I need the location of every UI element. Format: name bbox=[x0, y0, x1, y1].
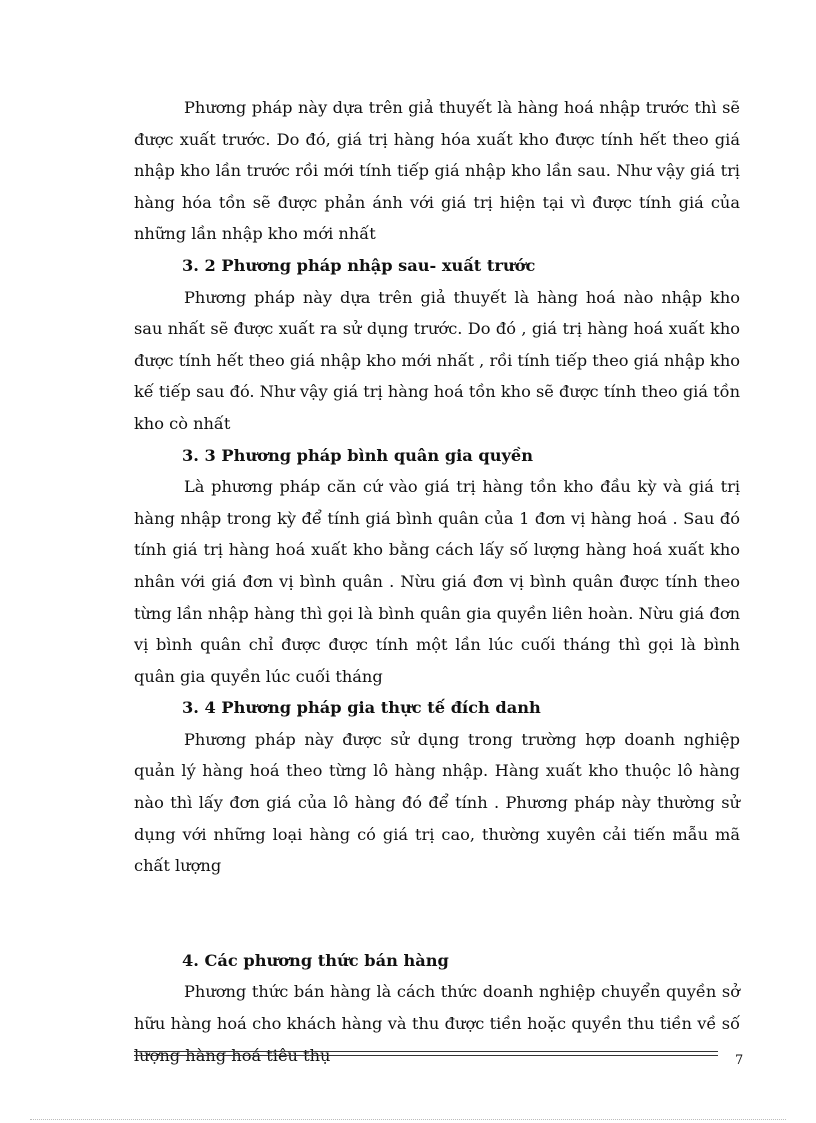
heading-4: 4. Các phương thức bán hàng bbox=[182, 950, 449, 970]
page-body bbox=[134, 92, 740, 1071]
paragraph-lifo: Phương pháp này dựa trên giả thuyết là hàng hoá nào nhập kho sau nhất sẽ được xuất ra sử dụng trước. Do đó , giá trị hàng hoá xuất kho được tính hết theo giá nhập kho mới nhất , rồi tính tiếp theo giá nhập kho kế tiếp sau đó. Như vậy giá trị hàng hoá tồn kho sẽ được tính theo giá tồn kho cò nhất bbox=[134, 287, 740, 433]
paragraph-specific-identification: Phương pháp này được sử dụng trong trường hợp doanh nghiệp quản lý hàng hoá theo từng lô hàng nhập. Hàng xuất kho thuộc lô hàng nào thì lấy đơn giá của lô hàng đó để tính . Phương pháp này thường sử dụng với những loại hàng có giá trị cao, thường xuyên cải tiến mẫu mã chất lượng bbox=[134, 729, 740, 876]
footer-double-rule bbox=[134, 1051, 718, 1056]
paragraph-sales-methods: Phương thức bán hàng là cách thức doanh nghiệp chuyển quyền sở hữu hàng hoá cho khách hàng và thu được tiền hoặc quyền thu tiền về số lượng hàng hoá tiêu thụ bbox=[134, 982, 740, 1065]
paragraph-fifo: Phương pháp này dựa trên giả thuyết là hàng hoá nhập trước thì sẽ được xuất trước. Do đó, giá trị hàng hóa xuất kho được tính hết theo giá nhập kho lần trước rồi mới tính tiếp giá nhập kho lần sau. Như vậy giá trị hàng hóa tồn sẽ được phản ánh với giá trị hiện tại vì được tính giá của những lần nhập kho mới nhất bbox=[134, 98, 740, 244]
heading-3-4: 3. 4 Phương pháp gia thực tế đích danh bbox=[182, 698, 541, 718]
paragraph-weighted-average: Là phương pháp căn cứ vào giá trị hàng tồn kho đầu kỳ và giá trị hàng nhập trong kỳ để tính giá bình quân của 1 đơn vị hàng hoá . Sau đó tính giá trị hàng hoá xuất kho bằng cách lấy số lượng hàng hoá xuất kho nhân với giá đơn vị bình quân . Nừu giá đơn vị bình quân được tính theo từng lần nhập hàng thì gọi là bình quân gia quyền liên hoàn. Nừu giá đơn vị bình quân chỉ được được tính một lần lúc cuối tháng thì gọi là bình quân gia quyền lúc cuối tháng bbox=[134, 477, 740, 686]
heading-3-2: 3. 2 Phương pháp nhập sau- xuất trước bbox=[182, 255, 536, 275]
page-bottom-edge bbox=[30, 1119, 786, 1120]
section-spacer bbox=[134, 882, 740, 945]
heading-3-3: 3. 3 Phương pháp bình quân gia quyền bbox=[182, 445, 533, 465]
page-number: 7 bbox=[735, 1053, 744, 1068]
